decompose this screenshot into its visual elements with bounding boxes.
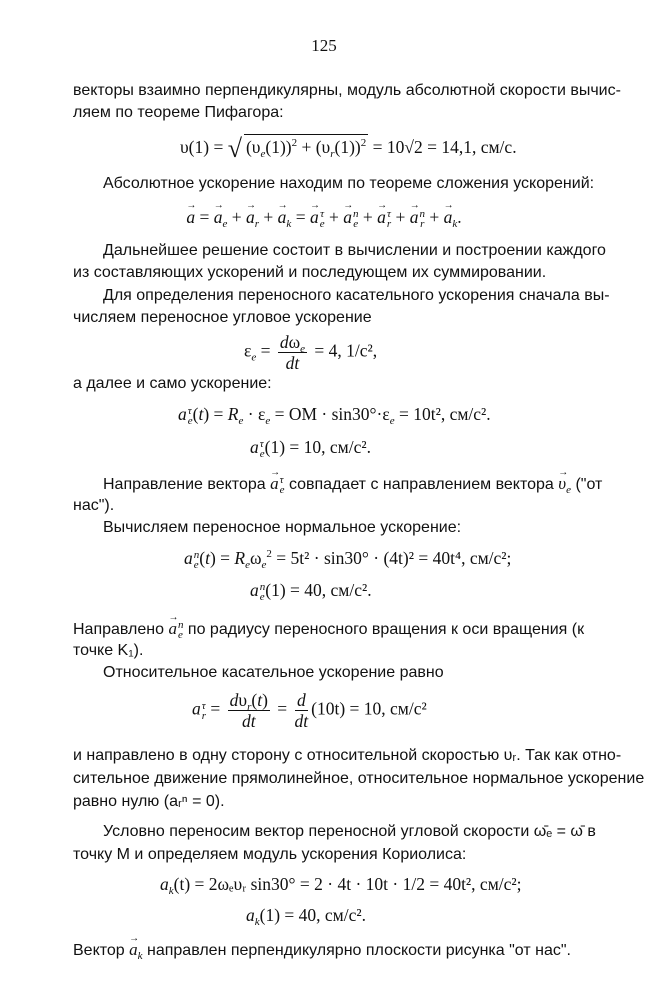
paragraph-line: Направлено → a n e по радиусу переносного вращения к оси вращения (к	[73, 617, 594, 641]
paragraph-line: сительное движение прямолинейное, относительное нормальное ускорение	[73, 770, 645, 787]
paragraph-line: Дальнейшее решение состоит в вычислении и построении каждого	[103, 242, 606, 259]
paragraph-line: Относительное касательное ускорение равно	[103, 664, 444, 681]
paragraph-line: а далее и само ускорение:	[73, 375, 272, 392]
paragraph-line: Условно переносим вектор переносной угловой скорости ω̄ₑ = ω̄ в	[103, 823, 596, 840]
paragraph-line: числяем переносное угловое ускорение	[73, 309, 372, 326]
paragraph-line: равно нулю (aᵣⁿ = 0).	[73, 793, 225, 810]
page-number: 125	[311, 36, 337, 55]
formula-transport-tangential: a τ e $(t) = R_e \cdot \varepsilon_e$ = OM · $\sin 30^\circ\cdot\varepsilon_e = 10t^2$, см/с².	[178, 404, 491, 427]
formula-transport-normal-value: a n e (1) = 40, см/с².	[250, 580, 372, 603]
formula-transport-normal: a n e $(t) = R_e\omega_e^2 = 5t^2 \cdot \sin 30^\circ \cdot (4t)^2 = 40t^4$, см/с²;	[184, 548, 512, 571]
formula-result: = 4, 1/с²,	[314, 340, 378, 361]
paragraph-line: и направлено в одну сторону с относительной скоростью υᵣ. Так как отно-	[73, 747, 622, 764]
paragraph-line: Направление вектора → a τ e совпадает с направлением вектора → $\upsilon_e$ ("от	[103, 472, 594, 496]
paragraph-line: ляем по теореме Пифагора:	[73, 104, 284, 121]
formula-coriolis: $a_k(t)$ = 2ωₑυᵣ sin30° = 2 · 4t · 10t · 1/2 = 40t², см/с²;	[160, 874, 522, 897]
paragraph-line: Вычисляем переносное нормальное ускорение:	[103, 519, 462, 536]
paragraph-line: Для определения переносного касательного ускорения сначала вы-	[103, 287, 610, 304]
formula-acceleration-sum: → a = → $a_e$ + → $a_r$ + → $a_k$ = → a τ e + → a n e + → a τ r + → a n r + → $a_k$.	[0, 205, 648, 229]
paragraph-line: точке K₁).	[73, 642, 144, 659]
formula-velocity-pythagoras: υ(1) = √ $(\upsilon_e(1))^2 + (\upsilon_r(1))^2 = 10√2 = 14,1$, см/с.	[180, 134, 517, 163]
paragraph-line: векторы взаимно перпендикулярны, модуль абсолютной скорости вычис-	[73, 82, 621, 99]
paragraph-line: из составляющих ускорений и последующем их суммировании.	[73, 264, 547, 281]
formula-transport-tangential-value: a τ e (1) = 10, см/с².	[250, 437, 372, 460]
paragraph-line: Вектор → $a_k$ направлен перпендикулярно плоскости рисунка "от нас".	[73, 938, 571, 962]
paragraph-line: Абсолютное ускорение находим по теореме сложения ускорений:	[103, 175, 595, 192]
formula-relative-tangential: a τ r = $\frac{d\upsilon_r(t)}{dt}$ = $\frac{d}{dt}$ (10t) = 10, см/с²	[192, 690, 427, 731]
paragraph-line: нас").	[73, 497, 115, 514]
formula-coriolis-value: $a_k(1) = 40$, см/с².	[246, 905, 367, 928]
paragraph-line: точку M и определяем модуль ускорения Кориолиса:	[73, 846, 467, 863]
formula-angular-acceleration: $\varepsilon_e$ = $\frac{d\omega_e}{dt}$ = 4, 1/с²,	[244, 332, 378, 373]
formula-result: = 10√2 = 14,1, см/с.	[372, 137, 517, 157]
